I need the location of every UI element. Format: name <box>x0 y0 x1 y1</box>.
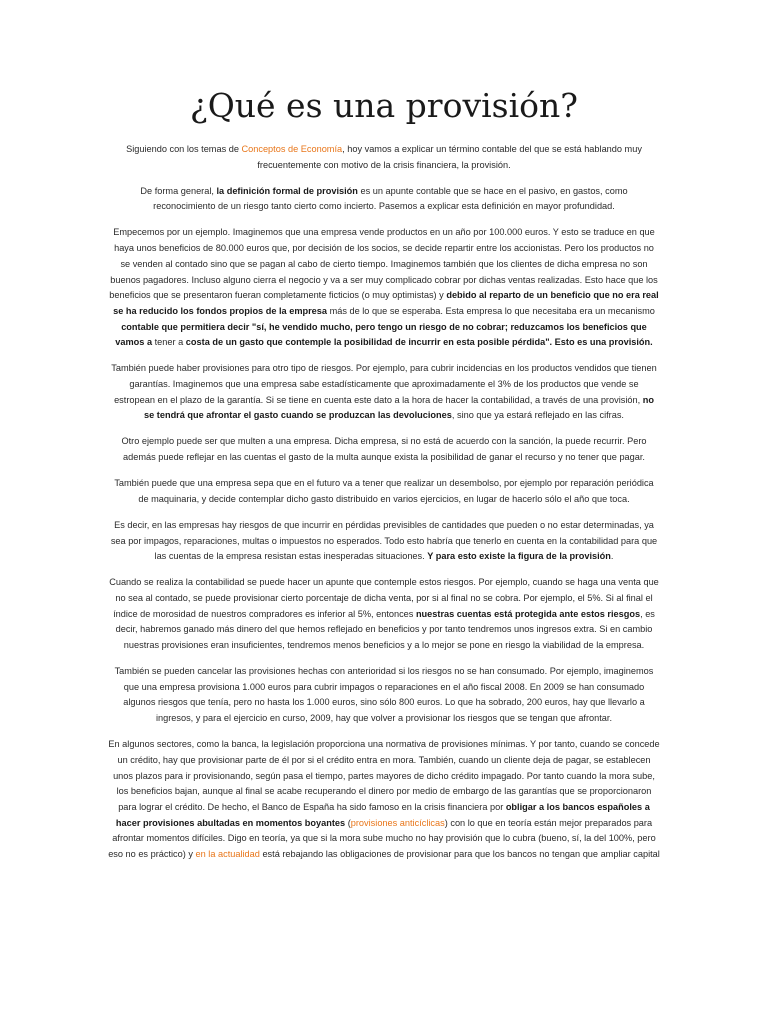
paragraph-future-expense: También puede que una empresa sepa que en el futuro va a tener que realizar un desembolso, por ejemplo por reparación periódica de maquinaria, y decide contemplar dicho gasto distribuido en varios ejercicios, en lugar de hacerlo sólo el año que toca. <box>114 478 654 504</box>
bold-text: debido al reparto de un beneficio que no era real se ha reducido los fondos propios de la empresa <box>113 290 659 316</box>
paragraph-example <box>108 225 660 351</box>
paragraph-accounting <box>108 575 660 654</box>
bold-text: la definición formal de provisión <box>216 185 358 196</box>
text-span: En algunos sectores, como la banca, la legislación proporciona una normativa de provisiones mínimas. Y por tanto, cuando se concede un crédito, hay que provisionar parte de él por si el crédito entra en mora. También, cuando un cliente deja de pagar, se establecen unos plazos para ir provisionando, según pasa el tiempo, partes mayores de dicho crédito impagado. Por tanto cuando la mora sube, los beneficios bajan, aunque al final se acabe recuperando el dinero por medio de embargo de las garantías que se proporcionaron para lograr el crédito. De hecho, el Banco de España ha sido famoso en la crisis financiera por <box>108 739 660 812</box>
paragraph-intro <box>108 142 660 173</box>
paragraph-guarantees <box>108 361 660 424</box>
text-span: ( <box>345 817 351 828</box>
text-span: más de lo que se esperaba. Esta empresa lo que necesitaba era un mecanismo <box>327 305 655 316</box>
text-span: es un apunte contable que se hace en el pasivo, en gastos, como reconocimiento de un riesgo tanto cierto como incierto. Pasemos a explicar esta definición en mayor profundidad. <box>153 185 628 212</box>
paragraph-banking <box>108 737 660 863</box>
text-span: Cuando se realiza la contabilidad se puede hacer un apunte que contemple estos riesgos. Por ejemplo, cuando se haga una venta que no sea al contado, se puede provisionar cierto porcentaje de dicha venta, por si al final no se cobra. Por ejemplo, el 5%. Si al final el índice de morosidad de nuestros compradores es inferior al 5%, entonces <box>109 577 659 619</box>
text-span: , es decir, habremos ganado más dinero del que hemos reflejado en beneficios y por tanto tendremos unos ingresos extra. Si en cambio nuestras provisiones eran insuficientes, tendremos menos beneficios y a lo mejor se pone en riesgo la viabilidad de la empresa. <box>115 608 655 651</box>
text-span: está rebajando las obligaciones de provisionar para que los bancos no tengan que ampliar capital <box>259 849 660 860</box>
text-span: De forma general, <box>140 185 217 196</box>
link-conceptos-economia[interactable]: Conceptos de Economía <box>241 144 343 154</box>
bold-text: contable que permitiera decir "sí, he vendido mucho, pero tengo un riesgo de no cobrar; reduzcamos los beneficios que vamos a <box>115 321 647 348</box>
text-span: También puede haber provisiones para otro tipo de riesgos. Por ejemplo, para cubrir incidencias en los productos vendidos que tienen garantías. Imaginemos que una empresa sabe estadísticamente que aproximadamente el 3% de los productos que vende se estropean en el plazo de la garantía. Si se tiene en cuenta este dato a la hora de hacer la contabilidad, a través de una provisión, <box>111 363 657 405</box>
text-span: Siguiendo con los temas de <box>126 144 242 154</box>
paragraph-definition <box>108 184 660 215</box>
text-span: tener a <box>152 337 186 348</box>
text-span: Empecemos por un ejemplo. Imaginemos que una empresa vende productos en un año por 100.000 euros. Y esto se traduce en que haya unos beneficios de 80.000 euros que, por decisión de los socios, se decide repartir entre los accionistas. Pero los productos no se venden al contado sino que se pagan al cabo de cierto tiempo. Imaginemos también que los clientes de dicha empresa no son buenos pagadores. Incluso alguno cierra el negocio y va a ser muy complicado cobrar por dichas ventas realizadas. Esto hace que los beneficios que se presentaron fueran completamente ficticios (o muy optimistas) y <box>109 227 658 301</box>
paragraph-summary <box>108 518 660 565</box>
bold-text: costa de un gasto que contemple la posibilidad de incurrir en esta posible pérdida". Esto es una provisión. <box>185 337 653 348</box>
bold-text: Y para esto existe la figura de la provisión <box>427 551 611 562</box>
text-span: , hoy vamos a explicar un término contable del que se está hablando muy frecuentemente con motivo de la crisis financiera, la provisión. <box>257 144 642 170</box>
page-title: ¿Qué es una provisión? <box>190 86 578 125</box>
bold-text: obligar a los bancos españoles a hacer provisiones abultadas en momentos boyantes <box>115 801 650 828</box>
text-span: Es decir, en las empresas hay riesgos de que incurrir en pérdidas previsibles de cantidades que pueden o no estar determinadas, ya sea por impagos, reparaciones, multas o impuestos no esperados. Todo esto habría que tenerlo en cuenta en la contabilidad para que las cuentas de la empresa resistan estas inesperadas situaciones. <box>110 519 658 562</box>
bold-text: no se tendrá que afrontar el gasto cuando se produzcan las devoluciones <box>144 394 654 421</box>
link-en-la-actualidad[interactable]: en la actualidad <box>195 849 260 860</box>
text-span: , sino que ya estará reflejado en las cifras. <box>451 410 624 421</box>
link-provisiones-anticiclicas[interactable]: provisiones anticíclicas <box>350 817 445 828</box>
paragraph-cancel: También se pueden cancelar las provisiones hechas con anterioridad si los riesgos no se han consumado. Por ejemplo, imaginemos que una empresa provisiona 1.000 euros para cubrir impagos o reparaciones en el año fiscal 2008. En 2009 se han consumado algunos riesgos que tenía, pero no hasta los 1.000 euros, sino sólo 800 euros. Lo que ha sobrado, 200 euros, hay que llevarlo a ingresos, y para el ejercicio en curso, 2009, hay que volver a provisionar los riesgos que se tengan que afrontar. <box>114 666 654 724</box>
bold-text: nuestras cuentas está protegida ante estos riesgos <box>415 608 641 619</box>
paragraph-fines: Otro ejemplo puede ser que multen a una empresa. Dicha empresa, si no está de acuerdo con la sanción, la puede recurrir. Pero además puede reflejar en las cuentas el gasto de la multa aunque exista la posibilidad de ganar el recurso y no tener que pagar. <box>121 436 647 463</box>
text-span: . <box>610 551 614 562</box>
text-span: ) con lo que en teoría están mejor preparados para afrontar momentos difíciles. Digo en teoría, ya que si la mora sube mucho no hay provisión que lo cubra (bueno, sí, la del 100%, pero eso no es práctico) y <box>108 817 656 860</box>
article-body <box>108 142 660 873</box>
